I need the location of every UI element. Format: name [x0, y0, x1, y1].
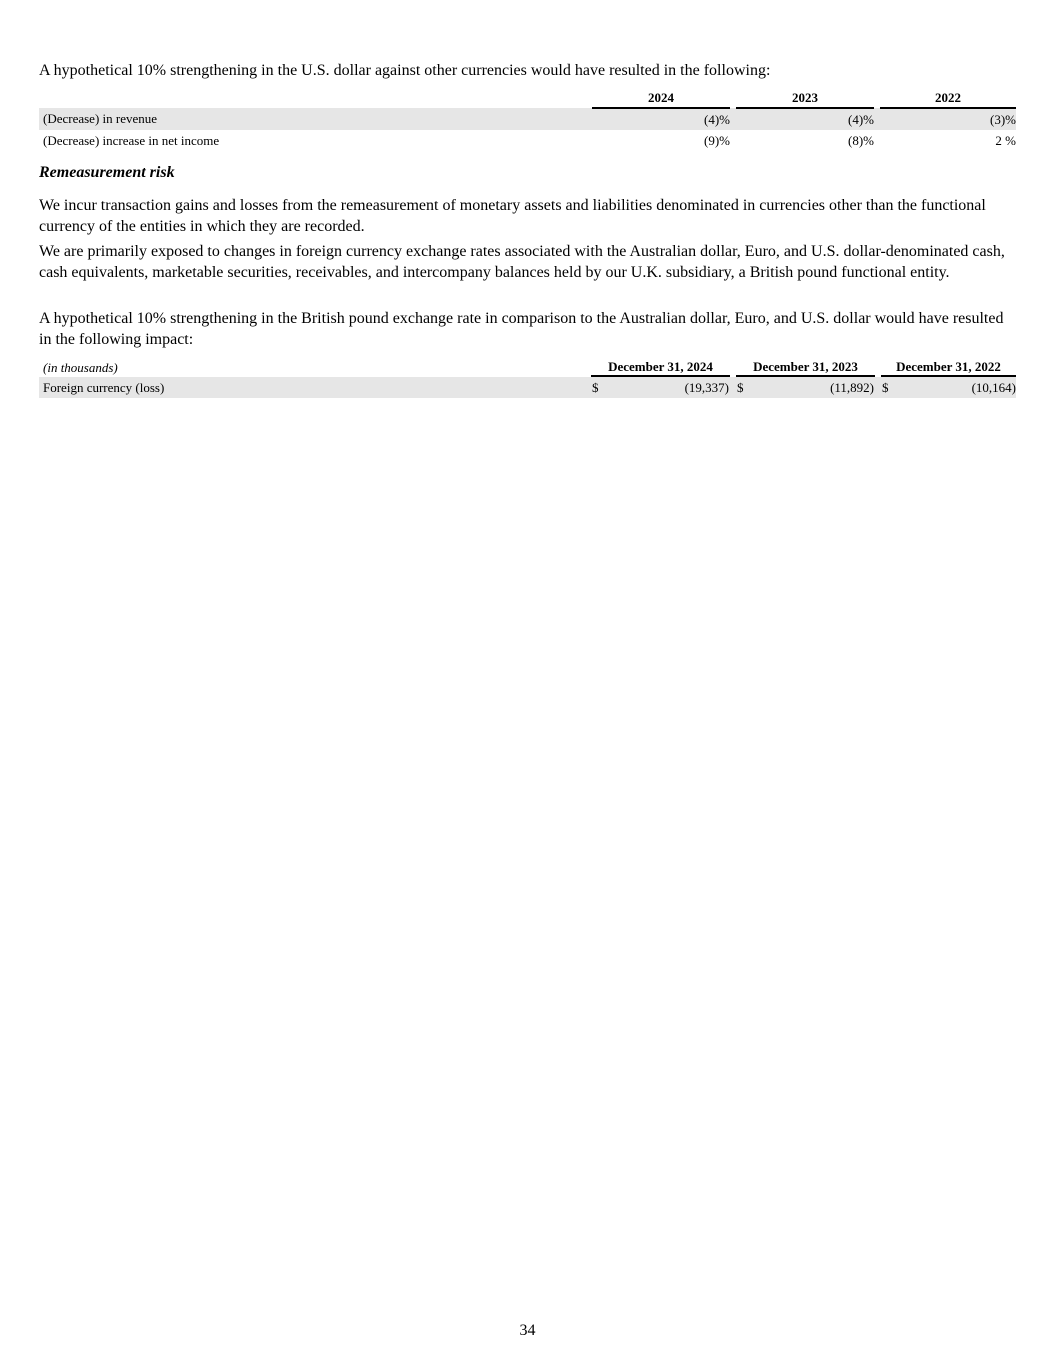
paragraph-remeasurement: We incur transaction gains and losses from the remeasurement of monetary assets and liabilities denominated in currencies other than the functional currency of the entities in which they are recorded.: [39, 197, 986, 235]
column-header: December 31, 2023: [736, 359, 875, 377]
row-label: (Decrease) in revenue: [39, 108, 588, 130]
cell-value: (3)%: [880, 108, 1016, 130]
page-number: 34: [519, 1322, 536, 1339]
cell-value: (4)%: [592, 108, 730, 130]
currency-symbol: $: [592, 379, 599, 395]
fx-sensitivity-table: [39, 85, 1016, 151]
table-row: [39, 108, 1016, 130]
table-header-row: [39, 355, 1016, 377]
currency-symbol: $: [882, 379, 889, 395]
cell-value: (19,337): [684, 379, 729, 395]
column-header: 2022: [880, 85, 1016, 108]
cell-value: 2 %: [995, 132, 1016, 148]
table-row: [39, 130, 1016, 151]
column-header: 2023: [736, 85, 874, 108]
cell-value: (8)%: [848, 132, 874, 148]
unit-label: (in thousands): [43, 360, 118, 375]
cell-value: (4)%: [736, 108, 874, 130]
row-label: Foreign currency (loss): [39, 377, 588, 398]
table-row: [39, 377, 1016, 398]
section-heading: Remeasurement risk: [39, 164, 175, 181]
paragraph-exposure: We are primarily exposed to changes in foreign currency exchange rates associated with the Australian dollar, Euro, and U.S. dollar-denominated cash, cash equivalents, marketable securities, receivables, and intercompany balances held by our U.K. subsidiary, a British pound functional entity.: [39, 243, 1005, 281]
column-header: December 31, 2024: [591, 359, 730, 377]
remeasurement-table: [39, 355, 1016, 398]
column-header: 2024: [592, 85, 730, 108]
column-header: December 31, 2022: [881, 359, 1016, 377]
cell-value: (9)%: [704, 132, 730, 148]
cell-value: (10,164): [971, 379, 1016, 395]
intro-paragraph: A hypothetical 10% strengthening in the U.S. dollar against other currencies would have resulted in the following:: [39, 62, 771, 79]
table-header-row: [39, 85, 1016, 108]
currency-symbol: $: [737, 379, 744, 395]
row-label: (Decrease) increase in net income: [43, 132, 220, 148]
cell-value: (11,892): [830, 379, 874, 395]
paragraph-hypothetical: A hypothetical 10% strengthening in the British pound exchange rate in comparison to the Australian dollar, Euro, and U.S. dollar would have resulted in the following impact:: [39, 310, 1004, 348]
